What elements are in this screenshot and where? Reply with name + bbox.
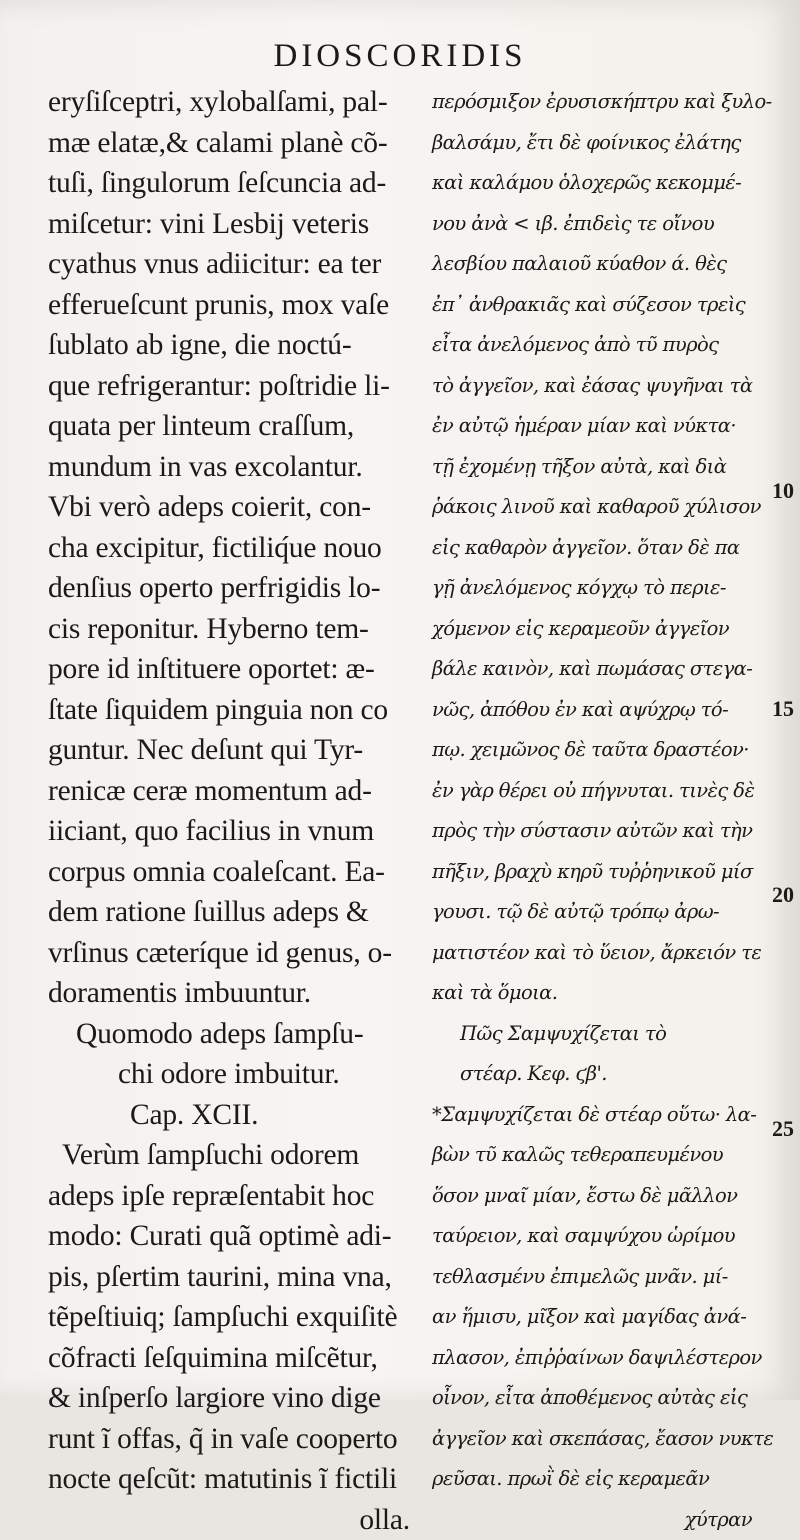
margin-line-number: 10: [772, 478, 794, 504]
latin-text-line: nocte qeſcũt: matutinis ĩ fictili: [48, 1459, 420, 1500]
greek-text-line: ματιστέον καὶ τὸ ὕειον, ἄρκειόν τε: [432, 933, 762, 974]
greek-text-line: καὶ καλάμου ὁλοχερῶς κεκομμέ-: [432, 163, 762, 204]
greek-text-line: περόσμιξον ἐρυσισκήπτρυ καὶ ξυλο-: [432, 82, 762, 123]
greek-text-line: *Σαμψυχίζεται δὲ στέαρ οὕτω· λα-: [432, 1095, 762, 1136]
latin-text-line: mundum in vas excolantur.: [48, 447, 420, 488]
greek-text-line: νῶς, ἀπόθου ἐν καὶ αψύχρῳ τό-: [432, 690, 762, 731]
greek-text-line: τεθλασμένυ ἐπιμελῶς μνᾶν. μί-: [432, 1257, 762, 1298]
latin-text-line: doramentis imbuuntur.: [48, 973, 420, 1014]
greek-text-line: ταύρειον, καὶ σαμψύχου ὡρίμου: [432, 1216, 762, 1257]
latin-text-line: cha excipitur, fictiliq́ue nouo: [48, 528, 420, 569]
greek-text-line: γῇ ἀνελόμενος κόγχῳ τὸ περιε-: [432, 568, 762, 609]
greek-text-line: λεσβίου παλαιοῦ κύαθον ά. θὲς: [432, 244, 762, 285]
greek-text-line: εἰς καθαρὸν ἀγγεῖον. ὅταν δὲ πα: [432, 528, 762, 569]
latin-column: [48, 82, 420, 1540]
latin-text-line: pore id inſtituere oportet: æ-: [48, 649, 420, 690]
latin-text-line: denſius operto perfrigidis lo-: [48, 568, 420, 609]
latin-text-line: & inſperſo largiore vino dige: [48, 1378, 420, 1419]
greek-text-line: γουσι. τῷ δὲ αὐτῷ τρόπῳ ἀρω-: [432, 892, 762, 933]
greek-text-line: ἐν αὐτῷ ἡμέραν μίαν καὶ νύκτα·: [432, 406, 762, 447]
greek-text-line: νου ἀνὰ < ιβ. ἐπιδεὶς τε οἴνου: [432, 204, 762, 245]
latin-text-line: pis, pſertim taurini, mina vna,: [48, 1257, 420, 1298]
margin-line-number: 20: [772, 882, 794, 908]
greek-text-line: ἀγγεῖον καὶ σκεπάσας, ἔασον νυκτε: [432, 1419, 762, 1460]
greek-text-line: στέαρ. Κεφ. ϛβ'.: [432, 1054, 762, 1095]
greek-column: [432, 82, 762, 1540]
greek-text-line: πλασον, ἐπιῤῥαίνων δαψιλέστερον: [432, 1338, 762, 1379]
greek-text-line: τὸ ἀγγεῖον, καὶ ἐάσας ψυγῆναι τὰ: [432, 366, 762, 407]
latin-text-line: renicæ ceræ momentum ad-: [48, 771, 420, 812]
margin-line-number: 15: [772, 696, 794, 722]
greek-text-line: βάλε καινὸν, καὶ πωμάσας στεγα-: [432, 649, 762, 690]
greek-text-line: αν ἥμισυ, μῖξον καὶ μαγίδας ἀνά-: [432, 1297, 762, 1338]
greek-text-line: πῆξιν, βραχὺ κηρῦ τυῤῥηνικοῦ μίσ: [432, 852, 762, 893]
margin-line-number: 25: [772, 1116, 794, 1142]
greek-text-line: βὼν τῦ καλῶς τεθεραπευμένου: [432, 1135, 762, 1176]
latin-text-line: olla.: [48, 1500, 420, 1540]
latin-text-line: cis reponitur. Hyberno tem-: [48, 609, 420, 650]
latin-text-line: tuſi, ſingulorum ſeſcuncia ad-: [48, 163, 420, 204]
greek-text-line: ἐν γὰρ θέρει οὐ πήγνυται. τινὲς δὲ: [432, 771, 762, 812]
latin-text-line: Verùm ſampſuchi odorem: [48, 1135, 420, 1176]
running-head: DIOSCORIDIS: [0, 38, 800, 75]
latin-text-line: iiciant, quo facilius in vnum: [48, 811, 420, 852]
greek-text-line: τῇ ἐχομένῃ τῆξον αὐτὰ, καὶ διὰ: [432, 447, 762, 488]
greek-text-line: χόμενον εἰς κεραμεοῦν ἀγγεῖον: [432, 609, 762, 650]
greek-text-line: εἶτα ἀνελόμενος ἀπὸ τῦ πυρὸς: [432, 325, 762, 366]
latin-text-line: modo: Curati quã optimè adi-: [48, 1216, 420, 1257]
latin-text-line: dem ratione ſuillus adeps &: [48, 892, 420, 933]
greek-text-line: Πῶς Σαμψυχίζεται τὸ: [432, 1014, 762, 1055]
latin-text-line: eryſiſceptri, xylobalſami, pal-: [48, 82, 420, 123]
latin-text-line: adeps ipſe repræſentabit hoc: [48, 1176, 420, 1217]
greek-text-line: πρὸς τὴν σύστασιν αὐτῶν καὶ τὴν: [432, 811, 762, 852]
latin-text-line: miſcetur: vini Lesbij veteris: [48, 204, 420, 245]
greek-text-line: καὶ τὰ ὅμοια.: [432, 973, 762, 1014]
greek-text-line: οἶνον, εἶτα ἀποθέμενος αὐτὰς εἰς: [432, 1378, 762, 1419]
latin-text-line: Vbi verò adeps coierit, con-: [48, 487, 420, 528]
greek-text-line: ῥάκοις λινοῦ καὶ καθαροῦ χύλισον: [432, 487, 762, 528]
latin-text-line: mæ elatæ,& calami planè cõ-: [48, 123, 420, 164]
latin-text-line: ſtate ſiquidem pinguia non co: [48, 690, 420, 731]
greek-text-line: ἐπ᾽ ἀνθρακιᾶς καὶ σύζεσον τρεὶς: [432, 285, 762, 326]
latin-text-line: cõfracti ſeſquimina miſcẽtur,: [48, 1338, 420, 1379]
latin-text-line: Quomodo adeps ſampſu-: [48, 1014, 420, 1055]
greek-text-line: ρεῦσαι. πρωῒ δὲ εἰς κεραμεᾶν: [432, 1459, 762, 1500]
latin-text-line: runt ĩ offas, q̃ in vaſe cooperto: [48, 1419, 420, 1460]
latin-text-line: efferueſcunt prunis, mox vaſe: [48, 285, 420, 326]
latin-text-line: que refrigerantur: poſtridie li-: [48, 366, 420, 407]
latin-text-line: corpus omnia coaleſcant. Ea-: [48, 852, 420, 893]
greek-text-line: χύτραν: [432, 1500, 762, 1540]
latin-text-line: Cap. XCII.: [48, 1095, 420, 1136]
greek-text-line: πῳ. χειμῶνος δὲ ταῦτα δραστέον·: [432, 730, 762, 771]
latin-text-line: ſublato ab igne, die noctú-: [48, 325, 420, 366]
latin-text-line: cyathus vnus adiicitur: ea ter: [48, 244, 420, 285]
latin-text-line: tẽpeſtiuiq; ſampſuchi exquiſitè: [48, 1297, 420, 1338]
latin-text-line: quata per linteum craſſum,: [48, 406, 420, 447]
greek-text-line: βαλσάμυ, ἔτι δὲ φοίνικος ἐλάτης: [432, 123, 762, 164]
latin-text-line: chi odore imbuitur.: [48, 1054, 420, 1095]
greek-text-line: ὅσον μναῖ μίαν, ἔστω δὲ μᾶλλον: [432, 1176, 762, 1217]
latin-text-line: vrſinus cæteríque id genus, o-: [48, 933, 420, 974]
latin-text-line: guntur. Nec deſunt qui Tyr-: [48, 730, 420, 771]
